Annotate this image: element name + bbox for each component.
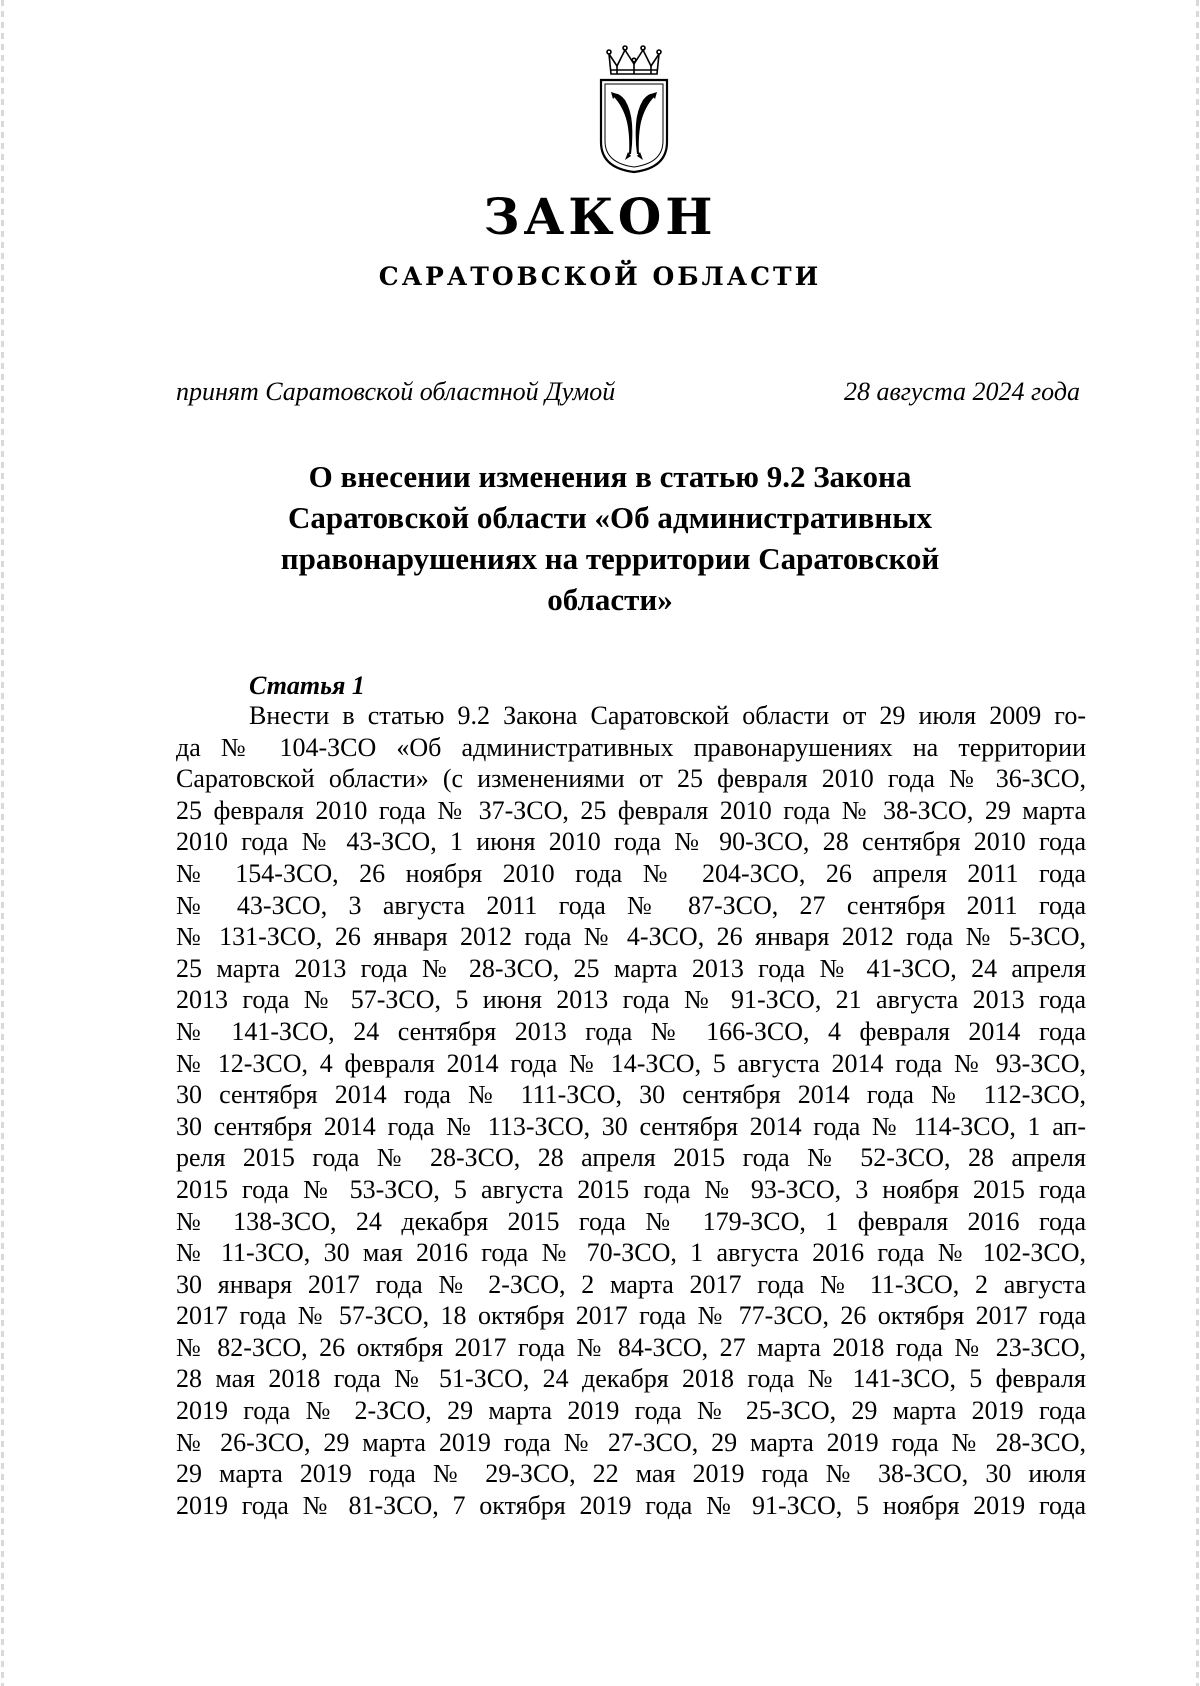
scan-edge-left [1, 0, 4, 1686]
body-line: № 11-ЗСО, 30 мая 2016 года № 70-ЗСО, 1 августа 2016 года № 102-ЗСО, [176, 1238, 1086, 1268]
body-line: Саратовской области» (с изменениями от 25 февраля 2010 года № 36-ЗСО, [176, 764, 1086, 794]
body-line: 2010 года № 43-ЗСО, 1 июня 2010 года № 90-ЗСО, 28 сентября 2010 года [176, 827, 1086, 857]
body-line: № 154-ЗСО, 26 ноября 2010 года № 204-ЗСО, 26 апреля 2011 года [176, 858, 1086, 888]
body-line: № 12-ЗСО, 4 февраля 2014 года № 14-ЗСО, 5 августа 2014 года № 93-ЗСО, [176, 1048, 1086, 1078]
body-line: № 82-ЗСО, 26 октября 2017 года № 84-ЗСО, 27 марта 2018 года № 23-ЗСО, [176, 1332, 1086, 1362]
law-title-line: правонарушениях на территории Саратовской [280, 541, 940, 576]
article-heading: Статья 1 [249, 671, 365, 700]
body-line: да № 104-ЗСО «Об административных правонарушениях на территории [176, 732, 1086, 762]
body-line: реля 2015 года № 28-ЗСО, 28 апреля 2015 года № 52-ЗСО, 28 апреля [176, 1143, 1086, 1173]
adopted-by: принят Саратовской областной Думой [176, 377, 616, 406]
body-line: 25 февраля 2010 года № 37-ЗСО, 25 февраля 2010 года № 38-ЗСО, 29 марта [176, 795, 1086, 825]
body-line: 2013 года № 57-ЗСО, 5 июня 2013 года № 91-ЗСО, 21 августа 2013 года [176, 985, 1086, 1015]
body-line: 2019 года № 81-ЗСО, 7 октября 2019 года № 91-ЗСО, 5 ноября 2019 года [176, 1490, 1086, 1520]
body-line: 28 мая 2018 года № 51-ЗСО, 24 декабря 2018 года № 141-ЗСО, 5 февраля [176, 1364, 1086, 1394]
body-line: 29 марта 2019 года № 29-ЗСО, 22 мая 2019 года № 38-ЗСО, 30 июля [176, 1459, 1086, 1489]
document-title: ЗАКОН [483, 187, 717, 246]
body-line: № 26-ЗСО, 29 марта 2019 года № 27-ЗСО, 29 марта 2019 года № 28-ЗСО, [176, 1427, 1086, 1457]
body-line: № 131-ЗСО, 26 января 2012 года № 4-ЗСО, 26 января 2012 года № 5-ЗСО, [176, 922, 1086, 952]
document-subtitle: САРАТОВСКОЙ ОБЛАСТИ [378, 262, 822, 291]
coat-of-arms-icon [595, 44, 673, 174]
body-line: 30 сентября 2014 года № 111-ЗСО, 30 сентября 2014 года № 112-ЗСО, [176, 1080, 1086, 1110]
scan-edge-right [1196, 0, 1199, 1686]
body-line: № 43-ЗСО, 3 августа 2011 года № 87-ЗСО, 27 сентября 2011 года [176, 890, 1086, 920]
body-line: 25 марта 2013 года № 28-ЗСО, 25 марта 2013 года № 41-ЗСО, 24 апреля [176, 953, 1086, 983]
adoption-date: 28 августа 2024 года [843, 377, 1080, 406]
body-line: № 141-ЗСО, 24 сентября 2013 года № 166-ЗСО, 4 февраля 2014 года [176, 1016, 1086, 1046]
body-line: 30 сентября 2014 года № 113-ЗСО, 30 сентября 2014 года № 114-ЗСО, 1 ап- [176, 1111, 1086, 1141]
law-title-line: Саратовской области «Об административных [288, 500, 932, 535]
body-line: 2017 года № 57-ЗСО, 18 октября 2017 года № 77-ЗСО, 26 октября 2017 года [176, 1301, 1086, 1331]
body-line: 2015 года № 53-ЗСО, 5 августа 2015 года № 93-ЗСО, 3 ноября 2015 года [176, 1174, 1086, 1204]
body-line: 2019 года № 2-ЗСО, 29 марта 2019 года № 25-ЗСО, 29 марта 2019 года [176, 1396, 1086, 1426]
law-title-line: О внесении изменения в статью 9.2 Закона [308, 459, 912, 494]
law-title-line: области» [547, 582, 673, 617]
body-line: № 138-ЗСО, 24 декабря 2015 года № 179-ЗСО, 1 февраля 2016 года [176, 1206, 1086, 1236]
article-body [176, 700, 1086, 1521]
body-line: Внести в статью 9.2 Закона Саратовской области от 29 июля 2009 го- [249, 701, 1086, 730]
body-line: 30 января 2017 года № 2-ЗСО, 2 марта 2017 года № 11-ЗСО, 2 августа [176, 1269, 1086, 1299]
law-title [200, 456, 1020, 620]
